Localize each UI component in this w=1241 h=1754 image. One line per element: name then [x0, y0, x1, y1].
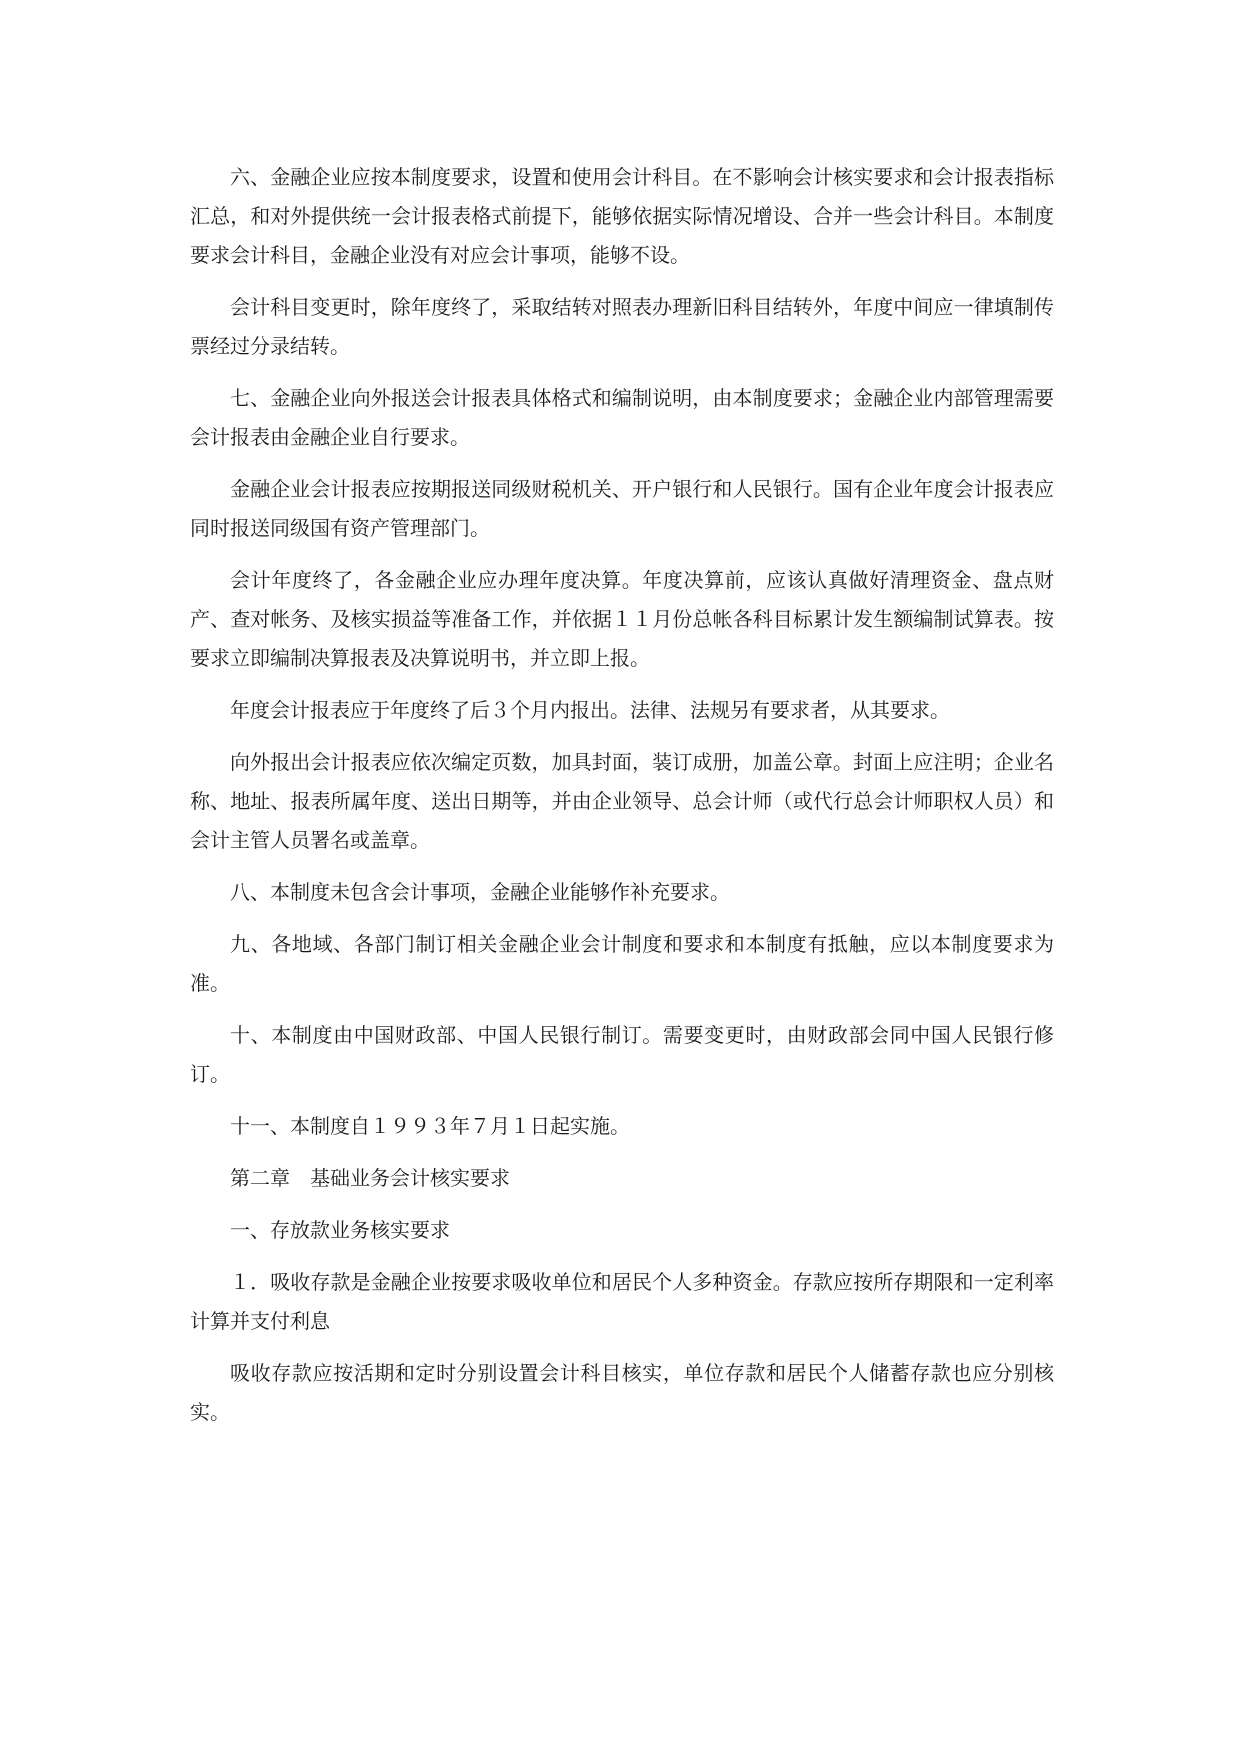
paragraph: 六、金融企业应按本制度要求，设置和使用会计科目。在不影响会计核实要求和会计报表指标汇总，和对外提供统一会计报表格式前提下，能够依据实际情况增设、合并一些会计科目。本制度要求会计科目，金融企业没有对应会计事项，能够不设。: [190, 165, 1054, 267]
paragraph: 十一、本制度自１９９３年７月１日起实施。: [230, 1114, 630, 1138]
document-body: [190, 158, 1054, 1445]
paragraph: 年度会计报表应于年度终了后３个月内报出。法律、法规另有要求者，从其要求。: [230, 698, 950, 722]
paragraph: 吸收存款应按活期和定时分别设置会计科目核实，单位存款和居民个人储蓄存款也应分别核实。: [190, 1361, 1054, 1424]
paragraph: 金融企业会计报表应按期报送同级财税机关、开户银行和人民银行。国有企业年度会计报表应同时报送同级国有资产管理部门。: [190, 477, 1054, 540]
section-heading: 一、存放款业务核实要求: [230, 1218, 450, 1242]
chapter-heading: 第二章 基础业务会计核实要求: [230, 1166, 510, 1190]
paragraph: 十、本制度由中国财政部、中国人民银行制订。需要变更时，由财政部会同中国人民银行修订。: [190, 1023, 1054, 1086]
paragraph: １．吸收存款是金融企业按要求吸收单位和居民个人多种资金。存款应按所存期限和一定利率计算并支付利息: [190, 1270, 1054, 1333]
paragraph: 七、金融企业向外报送会计报表具体格式和编制说明，由本制度要求；金融企业内部管理需要会计报表由金融企业自行要求。: [190, 386, 1054, 449]
paragraph: 会计年度终了，各金融企业应办理年度决算。年度决算前，应该认真做好清理资金、盘点财产、查对帐务、及核实损益等准备工作，并依据１１月份总帐各科目标累计发生额编制试算表。按要求立即编制决算报表及决算说明书，并立即上报。: [190, 568, 1054, 670]
paragraph: 九、各地域、各部门制订相关金融企业会计制度和要求和本制度有抵触，应以本制度要求为准。: [190, 932, 1054, 995]
paragraph: 向外报出会计报表应依次编定页数，加具封面，装订成册，加盖公章。封面上应注明；企业名称、地址、报表所属年度、送出日期等，并由企业领导、总会计师（或代行总会计师职权人员）和会计主管人员署名或盖章。: [190, 750, 1054, 852]
paragraph: 会计科目变更时，除年度终了，采取结转对照表办理新旧科目结转外，年度中间应一律填制传票经过分录结转。: [190, 295, 1054, 358]
paragraph: 八、本制度未包含会计事项，金融企业能够作补充要求。: [230, 880, 730, 904]
